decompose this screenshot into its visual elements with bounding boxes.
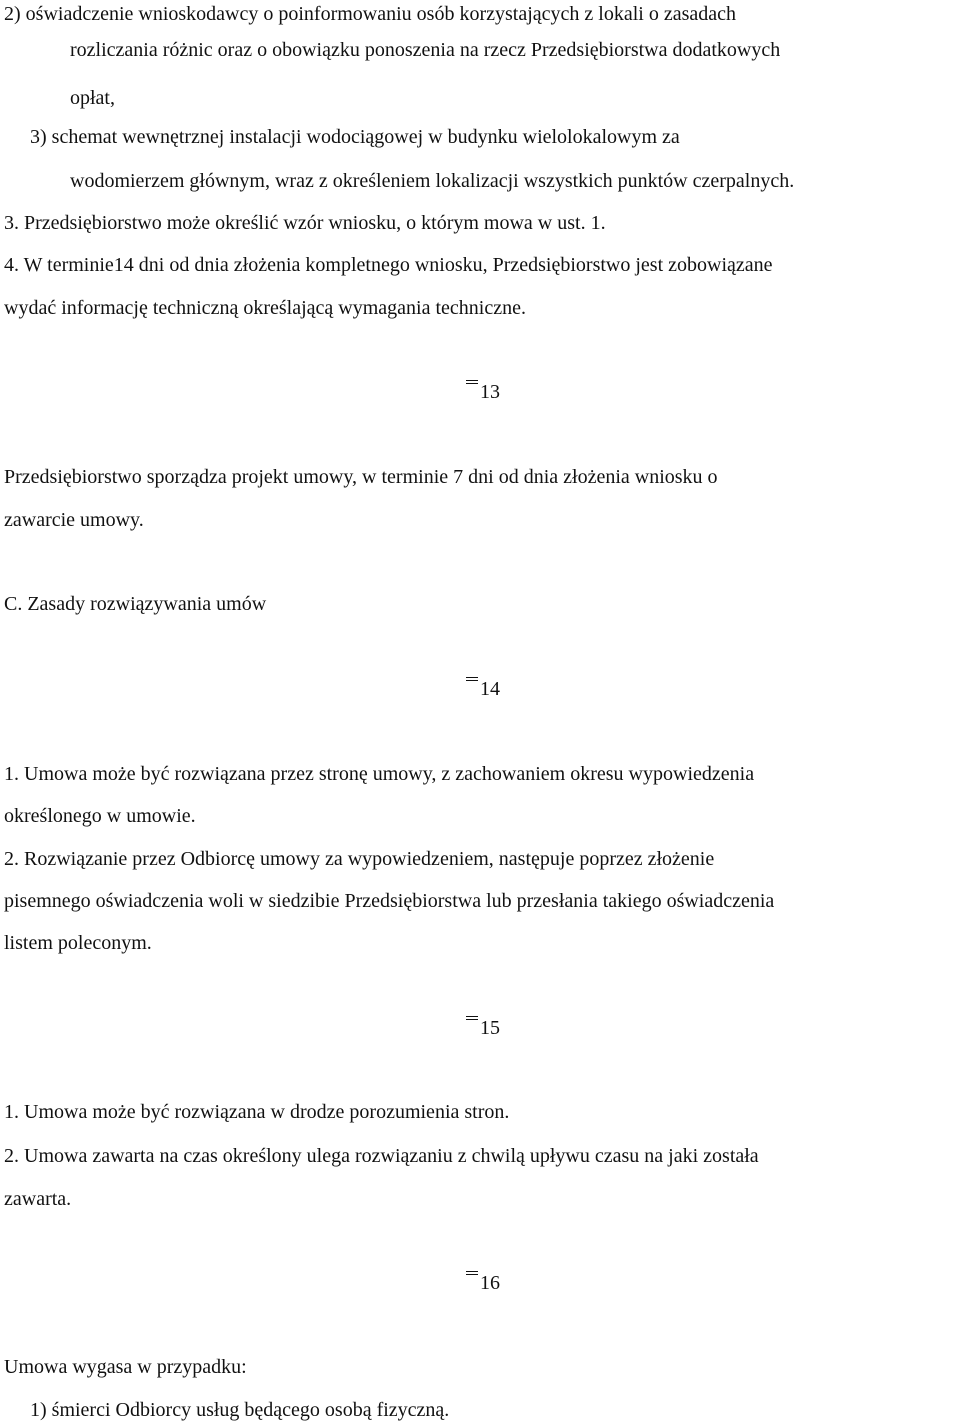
text-line: pisemnego oświadczenia woli w siedzibie Przedsiębiorstwa lub przesłania takiego oświadczenia	[4, 890, 775, 912]
text-line: 3. Przedsiębiorstwo może określić wzór wniosku, o którym mowa w ust. 1.	[4, 212, 606, 234]
section-heading	[466, 1271, 500, 1295]
text-line: określonego w umowie.	[4, 805, 196, 827]
section-number: 16	[480, 1272, 500, 1294]
text-line: rozliczania różnic oraz o obowiązku ponoszenia na rzecz Przedsiębiorstwa dodatkowych	[70, 39, 781, 61]
section-number: 14	[480, 678, 500, 700]
section-heading	[466, 1016, 500, 1040]
section-mark-icon	[466, 1016, 480, 1040]
text-line: Umowa wygasa w przypadku:	[4, 1356, 247, 1378]
text-line: zawarta.	[4, 1188, 72, 1210]
text-line: 2. Umowa zawarta na czas określony ulega rozwiązaniu z chwilą upływu czasu na jaki została	[4, 1145, 759, 1167]
section-mark-icon	[466, 380, 480, 404]
text-line: opłat,	[70, 87, 115, 109]
subheading: C. Zasady rozwiązywania umów	[4, 593, 267, 615]
section-heading	[466, 380, 500, 404]
text-line: 1) śmierci Odbiorcy usług będącego osobą fizyczną.	[30, 1399, 450, 1421]
section-mark-icon	[466, 1271, 480, 1295]
section-heading	[466, 677, 500, 701]
text-line: wydać informację techniczną określającą wymagania techniczne.	[4, 297, 526, 319]
text-line: wodomierzem głównym, wraz z określeniem lokalizacji wszystkich punktów czerpalnych.	[70, 170, 795, 192]
text-line: zawarcie umowy.	[4, 509, 144, 531]
text-line: 4. W terminie14 dni od dnia złożenia kompletnego wniosku, Przedsiębiorstwo jest zobowiązane	[4, 254, 773, 276]
text-line: listem poleconym.	[4, 932, 152, 954]
text-line: 3) schemat wewnętrznej instalacji wodociągowej w budynku wielolokalowym za	[30, 126, 680, 148]
text-line: Przedsiębiorstwo sporządza projekt umowy, w terminie 7 dni od dnia złożenia wniosku o	[4, 466, 718, 488]
section-mark-icon	[466, 677, 480, 701]
text-line: 2. Rozwiązanie przez Odbiorcę umowy za wypowiedzeniem, następuje poprzez złożenie	[4, 848, 715, 870]
text-line: 1. Umowa może być rozwiązana przez stronę umowy, z zachowaniem okresu wypowiedzenia	[4, 763, 755, 785]
section-number: 15	[480, 1017, 500, 1039]
text-line: 1. Umowa może być rozwiązana w drodze porozumienia stron.	[4, 1101, 510, 1123]
section-number: 13	[480, 381, 500, 403]
text-line: 2) oświadczenie wnioskodawcy o poinformowaniu osób korzystających z lokali o zasadach	[4, 3, 736, 25]
